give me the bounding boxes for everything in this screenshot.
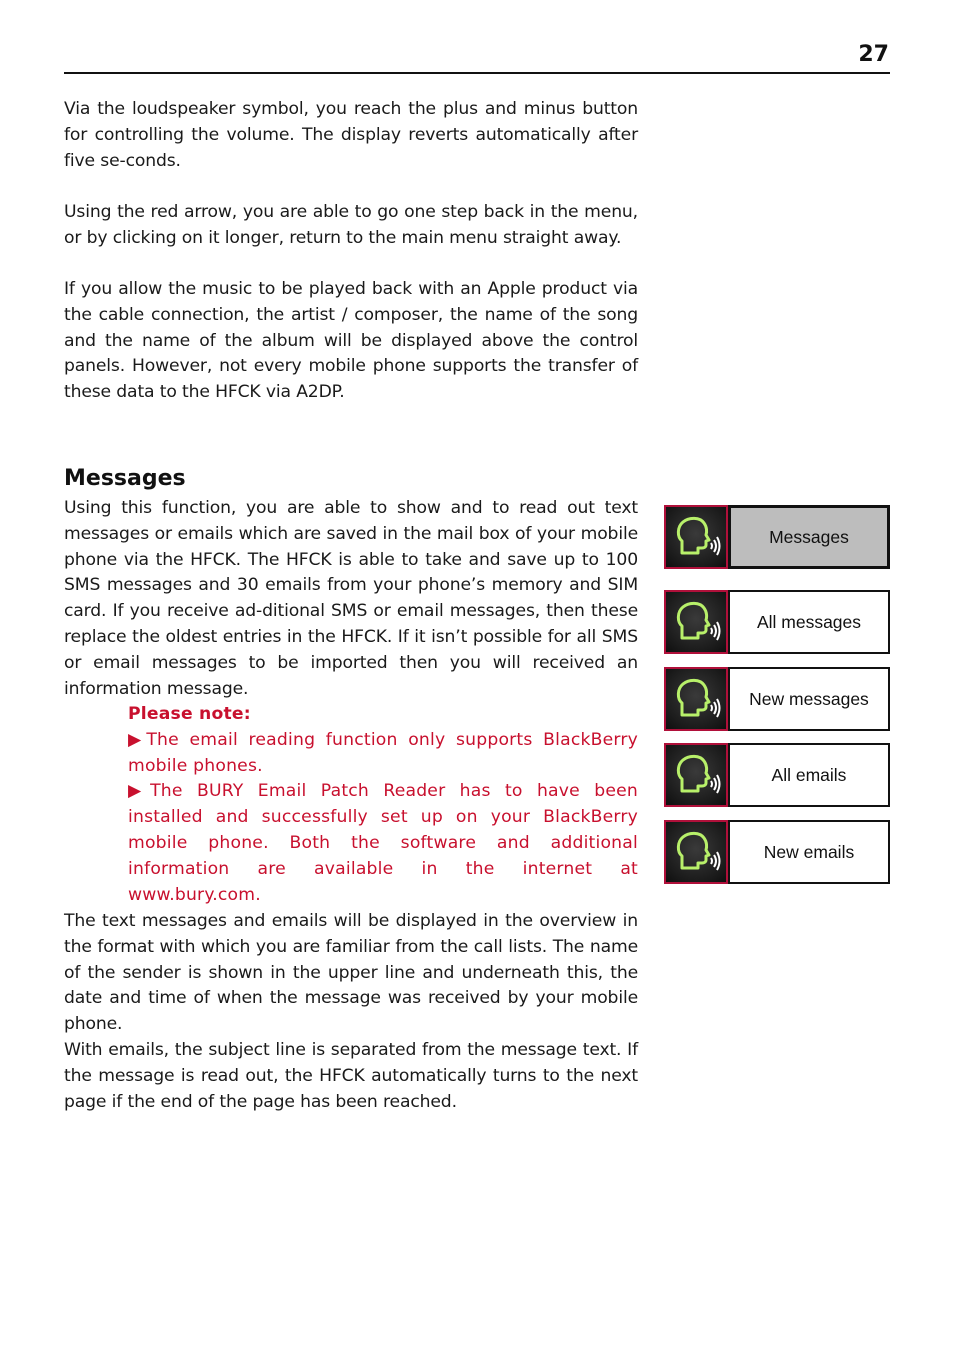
menu-button-label: All emails — [728, 743, 890, 807]
menu-button-new-messages[interactable] — [664, 667, 890, 731]
page-number: 27 — [858, 42, 889, 67]
section-heading-messages: Messages — [64, 466, 186, 491]
menu-button-label: New messages — [728, 667, 890, 731]
speaking-head-icon — [664, 505, 728, 569]
menu-button-new-emails[interactable] — [664, 820, 890, 884]
please-note-box — [128, 702, 638, 908]
paragraph-text: Using the red arrow, you are able to go one step back in the menu, or by clicking on it longer, return to the main menu straight away. — [64, 202, 638, 248]
menu-button-label: Messages — [728, 505, 890, 569]
menu-button-all-emails[interactable] — [664, 743, 890, 807]
speaking-head-icon — [664, 667, 728, 731]
paragraph-messages-intro — [64, 496, 638, 702]
speaking-head-icon — [664, 590, 728, 654]
paragraph-red-arrow — [64, 200, 638, 252]
note-item: ▶The email reading function only supports BlackBerry mobile phones. — [128, 729, 638, 776]
paragraph-apple-product — [64, 277, 638, 406]
menu-button-label: All messages — [728, 590, 890, 654]
paragraph-overview-format — [64, 909, 638, 1038]
note-item: ▶The BURY Email Patch Reader has to have been installed and successfully set up on your BlackBerry mobile phone. Both the software and additional information are available in the internet at www.bury.com. — [128, 781, 638, 905]
paragraph-text: Via the loudspeaker symbol, you reach the plus and minus button for controlling the volume. The display reverts automatically after five se-conds. — [64, 99, 638, 171]
header-rule — [64, 72, 890, 74]
paragraph-text: Using this function, you are able to show and to read out text messages or emails which are saved in the mail box of your mobile phone via the HFCK. The HFCK is able to take and save up to 100 SMS messages and 30 emails from your phone’s memory and SIM card. If you receive ad-ditional SMS or email messages, then these replace the oldest entries in the HFCK. If it isn’t possible for all SMS or email messages to be imported then you will received an information message. — [64, 498, 638, 699]
paragraph-text: If you allow the music to be played back with an Apple product via the cable connection, the artist / composer, the name of the song and the name of the album will be displayed above the control panels. However, not every mobile phone supports the transfer of these data to the HFCK via A2DP. — [64, 279, 638, 403]
note-title: Please note: — [128, 704, 251, 724]
paragraph-volume — [64, 97, 638, 174]
menu-button-all-messages[interactable] — [664, 590, 890, 654]
menu-button-messages[interactable] — [664, 505, 890, 569]
speaking-head-icon — [664, 743, 728, 807]
menu-button-label: New emails — [728, 820, 890, 884]
speaking-head-icon — [664, 820, 728, 884]
paragraph-text: The text messages and emails will be displayed in the overview in the format with which you are familiar from the call lists. The name of the sender is shown in the upper line and underneath this, the date and time of when the message was received by your mobile phone. — [64, 911, 638, 1035]
paragraph-email-subject — [64, 1038, 638, 1115]
paragraph-text: With emails, the subject line is separated from the message text. If the message is read out, the HFCK automatically turns to the next page if the end of the page has been reached. — [64, 1040, 638, 1112]
